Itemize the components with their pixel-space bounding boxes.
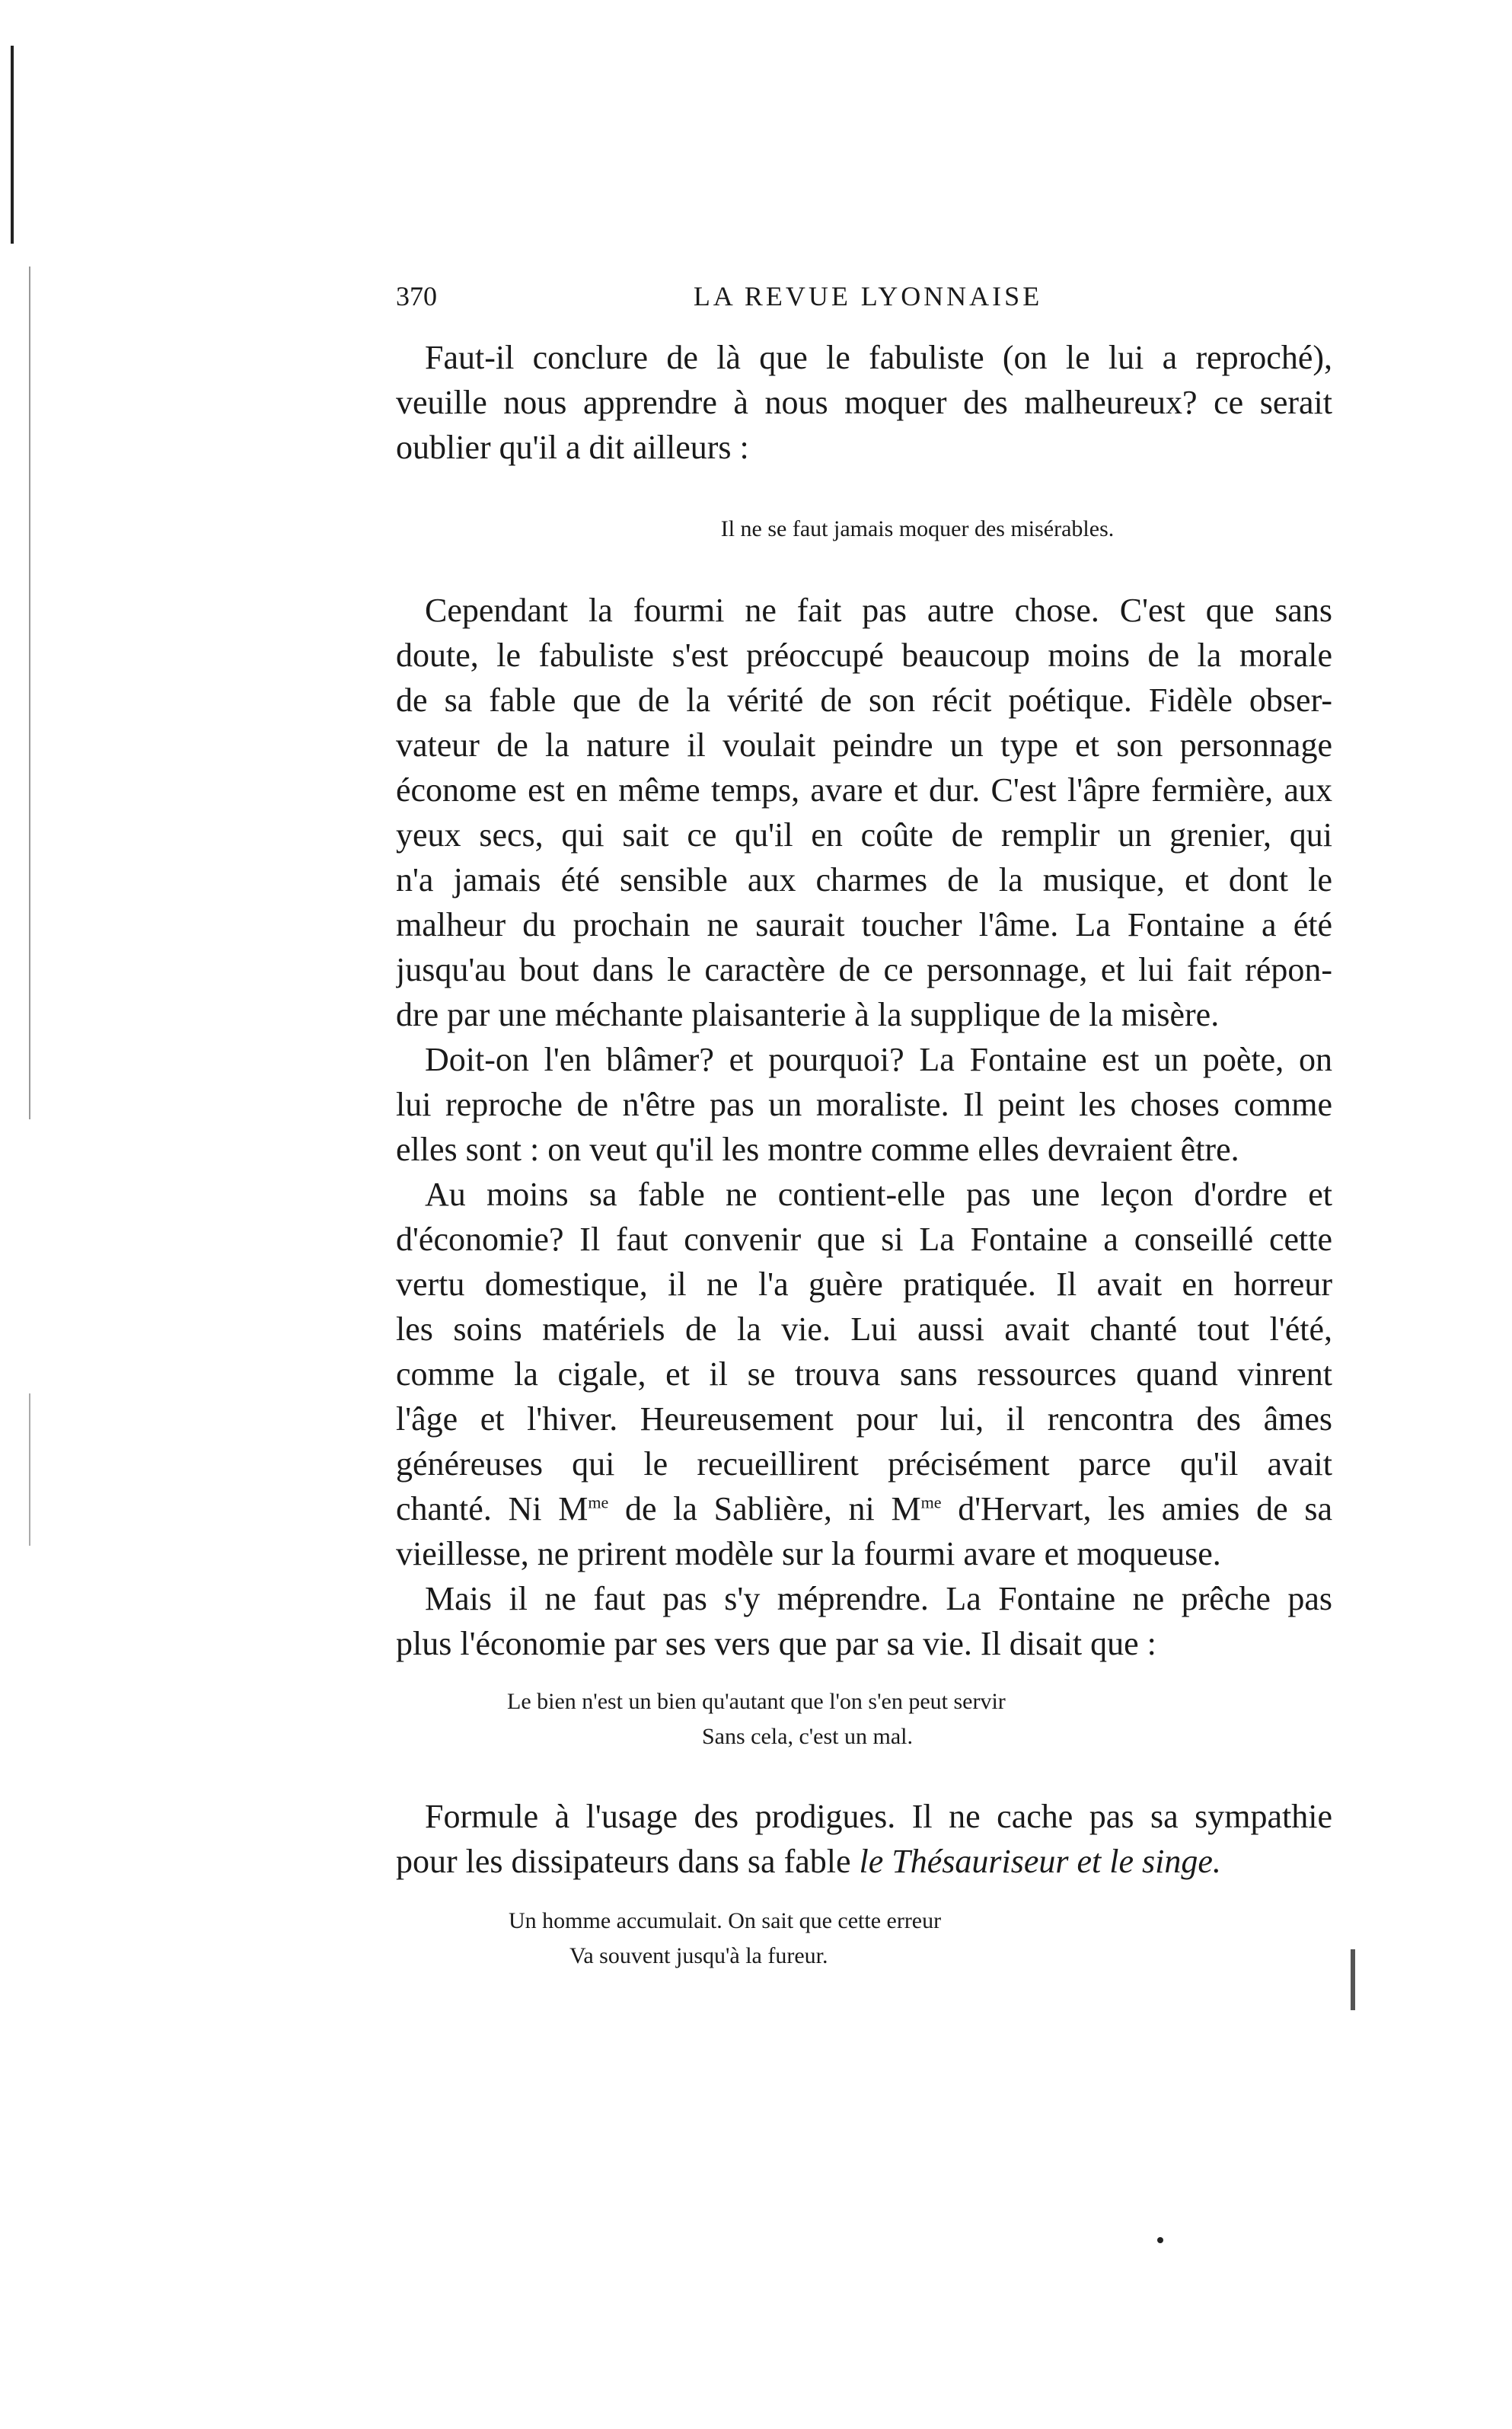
text-line: vieillesse, ne prirent modèle sur la fourmi avare et moqueuse. xyxy=(396,1535,1221,1572)
text-line: les soins matériels de la vie. Lui aussi avait chanté tout l'été, xyxy=(396,1310,1332,1348)
paragraph-3 xyxy=(396,1037,1332,1172)
text-line: plus l'économie par ses vers que par sa vie. Il disait que : xyxy=(396,1625,1156,1662)
text-line: veuille nous apprendre à nous moquer des malheureux? ce serait xyxy=(396,384,1332,421)
verse-quote-2 xyxy=(396,1684,1332,1754)
text-line xyxy=(396,1839,1332,1884)
page-header xyxy=(396,280,1340,323)
verse-line: Un homme accumulait. On sait que cette erreur xyxy=(509,1908,942,1933)
scan-margin-line-lower xyxy=(29,1393,30,1546)
verse-line: Va souvent jusqu'à la fureur. xyxy=(569,1943,828,1968)
text-line: Au moins sa fable ne contient-elle pas une leçon d'ordre et xyxy=(425,1176,1332,1213)
text-line: vateur de la nature il voulait peindre un type et son personnage xyxy=(396,726,1332,764)
text-line xyxy=(396,1486,1332,1531)
superscript: me xyxy=(920,1492,942,1512)
text-span: de la Sablière, ni M xyxy=(608,1490,921,1527)
text-line: doute, le fabuliste s'est préoccupé beaucoup moins de la morale xyxy=(396,637,1332,674)
text-line: Cependant la fourmi ne fait pas autre chose. C'est que sans xyxy=(425,592,1332,629)
text-line: jusqu'au bout dans le caractère de ce personnage, et lui fait répon- xyxy=(396,951,1332,988)
paragraph-6 xyxy=(396,1794,1332,1884)
paragraph-5 xyxy=(396,1576,1332,1666)
verse-quote-3 xyxy=(396,1904,1332,1974)
text-line: malheur du prochain ne saurait toucher l'âme. La Fontaine a été xyxy=(396,906,1332,943)
text-line: économe est en même temps, avare et dur. C'est l'âpre fermière, aux xyxy=(396,771,1332,809)
text-line: Faut-il conclure de là que le fabuliste (on le lui a reproché), xyxy=(425,339,1332,376)
text-line: Doit-on l'en blâmer? et pourquoi? La Fontaine est un poète, on xyxy=(425,1041,1332,1078)
text-line: elles sont : on veut qu'il les montre comme elles devraient être. xyxy=(396,1131,1239,1168)
running-title: LA REVUE LYONNAISE xyxy=(693,281,1043,311)
text-span: chanté. Ni M xyxy=(396,1490,589,1527)
text-span: pour les dissipateurs dans sa fable xyxy=(396,1843,860,1880)
scan-speck xyxy=(1157,2237,1163,2243)
paragraph-4 xyxy=(396,1172,1332,1576)
verse-line: Le bien n'est un bien qu'autant que l'on s'en peut servir xyxy=(507,1689,1006,1714)
fable-title: le Thésauriseur et le singe. xyxy=(859,1843,1221,1880)
text-line: lui reproche de n'être pas un moraliste. Il peint les choses comme xyxy=(396,1086,1332,1123)
paragraph-2 xyxy=(396,588,1332,1037)
verse-line: Il ne se faut jamais moquer des misérables. xyxy=(720,516,1115,541)
text-line: généreuses qui le recueillirent précisément parce qu'il avait xyxy=(396,1445,1332,1483)
verse-quote-1 xyxy=(396,512,1332,547)
text-line: Formule à l'usage des prodigues. Il ne cache pas sa sympathie xyxy=(425,1798,1332,1835)
text-line: yeux secs, qui sait ce qu'il en coûte de remplir un grenier, qui xyxy=(396,816,1332,854)
text-line: dre par une méchante plaisanterie à la supplique de la misère. xyxy=(396,996,1220,1033)
scan-bracket xyxy=(1351,1949,1355,2010)
text-line: d'économie? Il faut convenir que si La Fontaine a conseillé cette xyxy=(396,1221,1332,1258)
verse-line: Sans cela, c'est un mal. xyxy=(702,1724,913,1749)
text-line: Mais il ne faut pas s'y méprendre. La Fontaine ne prêche pas xyxy=(425,1580,1332,1617)
text-line: de sa fable que de la vérité de son récit poétique. Fidèle obser- xyxy=(396,681,1332,719)
text-line: oublier qu'il a dit ailleurs : xyxy=(396,429,749,466)
paragraph-1 xyxy=(396,335,1332,470)
text-line: vertu domestique, il ne l'a guère pratiquée. Il avait en horreur xyxy=(396,1266,1332,1303)
page-number: 370 xyxy=(396,281,437,311)
text-line: l'âge et l'hiver. Heureusement pour lui, il rencontra des âmes xyxy=(396,1400,1332,1438)
superscript: me xyxy=(588,1492,609,1512)
scan-edge-mark xyxy=(11,46,14,244)
text-line: n'a jamais été sensible aux charmes de la musique, et dont le xyxy=(396,861,1332,899)
scan-margin-line xyxy=(29,267,30,1119)
text-span: d'Hervart, les amies de sa xyxy=(941,1490,1332,1527)
text-line: comme la cigale, et il se trouva sans ressources quand vinrent xyxy=(396,1355,1332,1393)
